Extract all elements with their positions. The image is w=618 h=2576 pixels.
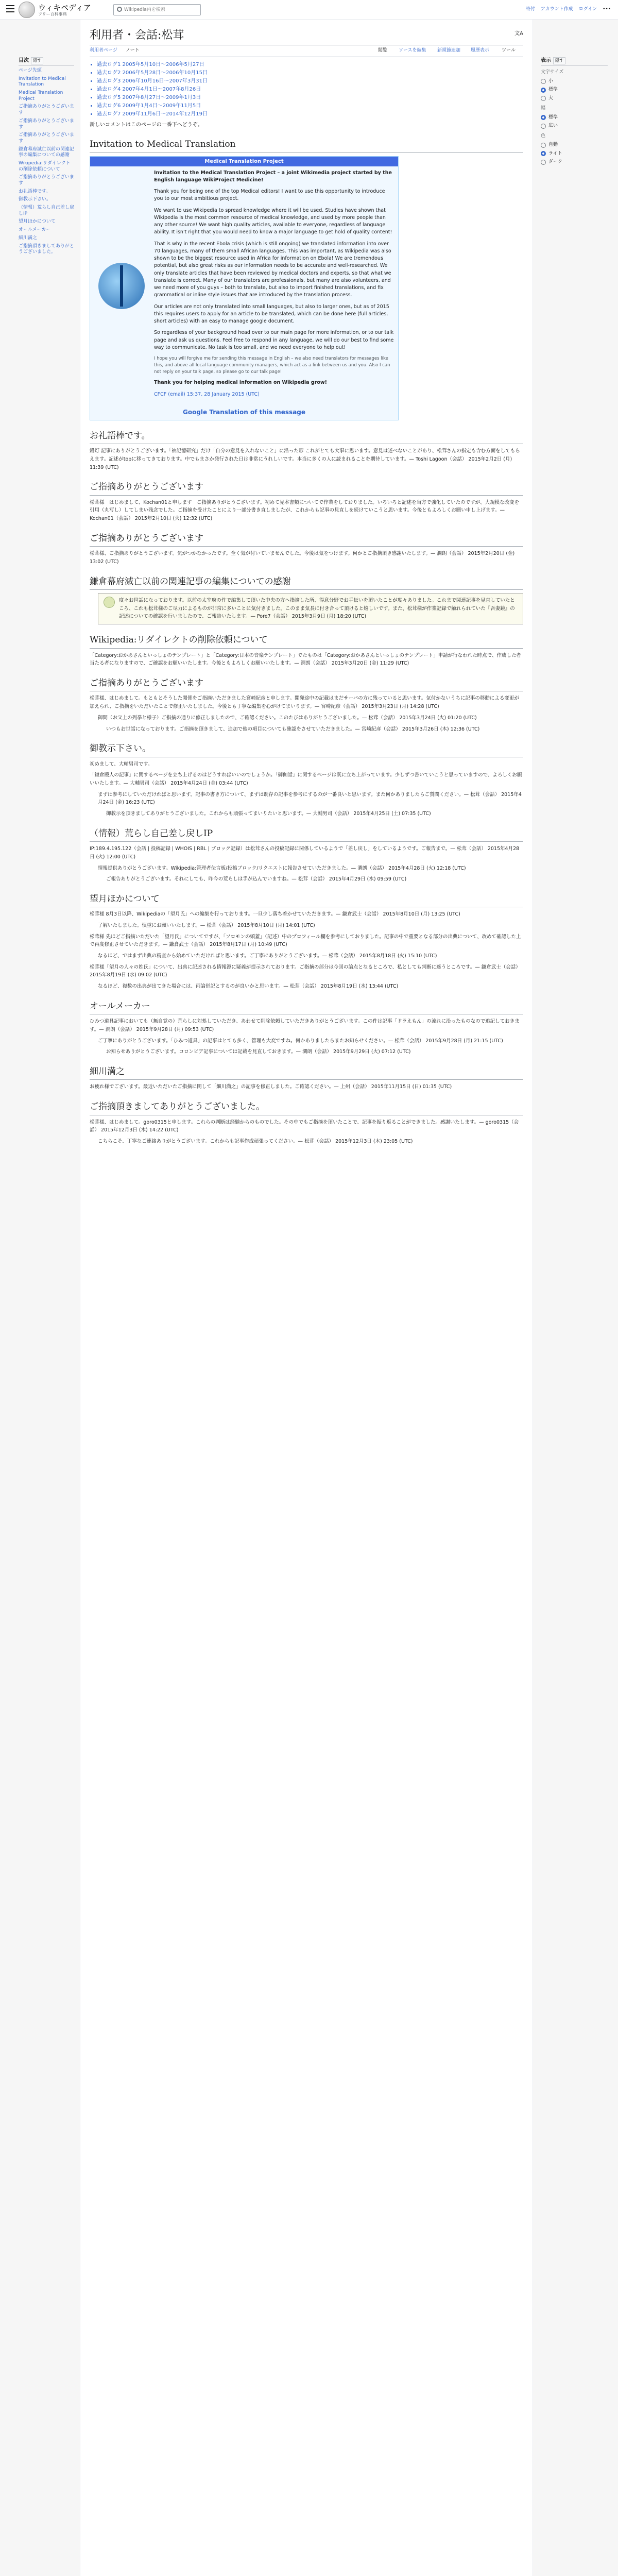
- box-para: I hope you will forgive me for sending this message in English – we also need translators for messages like this, and above all local language community managers, which act as a link between us and you. Also I can not reply on your talk page, so please go to our talk page!: [154, 356, 390, 375]
- appearance-heading: 表示 隠す: [541, 57, 608, 66]
- create-account-link[interactable]: アカウント作成: [540, 7, 573, 12]
- toc-item[interactable]: Wikipedia:リダイレクトの削除依頼について: [19, 160, 71, 172]
- archive-link[interactable]: • 過去ログ2 2006年5月28日～2006年10月15日: [97, 69, 523, 77]
- comment-reply: 情報提供ありがとうございます。Wikipedia:管理者伝言板/投稿ブロック/リクエストに報告させていただきました。— 澗朗（会話） 2015年4月28日 (火) 12:18 (UTC): [98, 865, 466, 871]
- text-size-option[interactable]: 標準: [541, 87, 608, 94]
- search-input[interactable]: [124, 6, 196, 14]
- page-title: 利用者・会話:松茸: [90, 29, 184, 42]
- archive-link[interactable]: • 過去ログ7 2009年11月6日～2014年12月19日: [97, 110, 523, 118]
- section-heading: ご指摘ありがとうございます: [90, 532, 523, 547]
- barnstar-icon: [104, 597, 115, 608]
- box-header: Medical Translation Project: [90, 157, 398, 166]
- comment: 松茸様、はじめまして。もともとそうした関係をご指摘いただきました宮崎紀彦と申します。開発途中の記載はまだサーバの方に残っていると思います。気付かないうちに記事の移動による変更が加えられ、ご指摘をいただいたことで修正いたしました。今後とも丁寧な編集を心がけてまいります。— 宮崎紀彦（会話） 2015年3月23日 (月) 14:28 (UTC): [90, 696, 519, 710]
- site-wordmark[interactable]: ウィキペディア: [38, 3, 91, 12]
- color-option[interactable]: ダーク: [541, 159, 608, 166]
- archive-link[interactable]: • 過去ログ3 2006年10月16日～2007年3月31日: [97, 77, 523, 85]
- box-para: Thank you for being one of the top Medical editors! I want to use this opportunity to introduce you to our most ambitious project.: [154, 189, 385, 202]
- box-para: Our articles are not only translated into small languages, but also to larger ones, but as of 2015 this requires users to apply for an article to be translated, which can be done here (full articles, short articles) with an easy to manage google document.: [154, 303, 389, 324]
- comment: 松茸様「望月の人々の姓氏」について、出典に記述される情報源に疑義が提示されております。ご指摘の部分は今回の論点となるところで、私としても判断に迷うところです。— 鎌倉武士（会話） 2015年8月19日 (水) 09:02 (UTC): [90, 964, 521, 978]
- comment: 「Category:おかあさんといっしょのテンプレート」と「Category:日本の音楽テンプレート」でたものは「Category:おかあさんといっしょのテンプレート」申請が行なわれた時点で、作成した者当たる者になりますので、ご確認をお願いいたします。今後ともよろしくお願いいたします。— 澗朗（会話） 2015年3月20日 (金) 11:29 (UTC): [90, 652, 521, 667]
- width-option[interactable]: 広い: [541, 123, 608, 130]
- toc-item[interactable]: お礼語棒です。: [19, 189, 51, 194]
- site-header: [0, 0, 618, 20]
- language-button[interactable]: 文A: [514, 31, 523, 37]
- toc-item[interactable]: 御教示下さい。: [19, 197, 52, 202]
- toc-item[interactable]: 望月ほかについて: [19, 219, 56, 225]
- comment-reply: お知らせありがとうございます。コロンビア記事については記載を見直しておきます。— 澗朗（会話） 2015年9月29日 (火) 07:12 (UTC): [106, 1049, 411, 1055]
- title-row: [90, 20, 523, 45]
- archive-list: [97, 61, 523, 118]
- comment: 松茸様 はじめまして、Kochan01と申します ご指摘ありがとうございます。初めて見本書類についてで作業をしておりました。いろいろと記述を当方で強化していたのですが、大規模な改変を引用（丸写し）してしまい残念でした。ご指摘を受けたことにより一部分書き直しましたが、これからも記事の見直しを続けていこうと思います。今後ともよろしくお願い申し上げます。— Kochan01（会話） 2015年2月10日 (火) 12:32 (UTC): [90, 499, 520, 522]
- toc-hide-button[interactable]: 隠す: [31, 57, 43, 64]
- tab-edit-source[interactable]: ソースを編集: [399, 48, 426, 53]
- radio-icon[interactable]: [541, 79, 546, 84]
- radio-selected-icon[interactable]: [541, 151, 546, 156]
- box-para: Invitation to the Medical Translation Project – a joint Wikimedia project started by the English language WikiProject Medicine!: [154, 170, 392, 183]
- text-size-option[interactable]: 小: [541, 78, 608, 86]
- box-text: [150, 170, 395, 402]
- notice-text: 度々お世話になっております。以前の太宰府の件で編集して頂いた中央の方へ指摘した所、得意分野でお手伝いを頂いたことが度々ありました。これまで関連記事を見直していたところ、これも松茸様のご尽力によるものが非常に多いことに気付きました。このまま気長に付き合って頂けると嬉しいです。また、松茸様が作業記録で触れられていた『吾妻鏡』の記述についての確認を行いましたので、ご報告いたします。— Pore7（会話） 2015年3月9日 (月) 18:20 (UTC): [119, 598, 515, 620]
- barnstar-notice: [98, 593, 523, 624]
- archive-link[interactable]: • 過去ログ1 2005年5月10日～2006年5月27日: [97, 61, 523, 69]
- box-para: That is why in the recent Ebola crisis (which is still ongoing) we translated information into over 70 languages, many of them small African languages. This was important, as Wikipedia was also shown to be the biggest resource used in Africa for information on Ebola! We are tremendous potential, but also great risks as our information needs to be accurate and well-researched. We only translate articles that have been reviewed by medical doctors and experts, so that what we translate is correct. Many of our translators are professionals, but many are also volunteers, and we need more of you guys – both to translate, but also to import finished translations, and fix grammatical or inline style issues that are introduced by the translation process.: [154, 241, 391, 298]
- section-heading: ご指摘ありがとうございます: [90, 481, 523, 496]
- donate-link[interactable]: 寄付: [525, 7, 535, 12]
- main-menu-icon[interactable]: [6, 5, 14, 12]
- toc-item[interactable]: 鎌倉幕府滅亡以前の関連記事の編集についての感謝: [19, 146, 75, 158]
- signature[interactable]: CFCF (email) 15:37, 28 January 2015 (UTC): [154, 391, 260, 397]
- comment-reply: 了解いたしました。慎重にお願いいたします。— 松茸（会話） 2015年8月10日 (月) 14:01 (UTC): [98, 923, 315, 929]
- box-body: [90, 166, 398, 405]
- comment-reply: こちらこそ、丁寧なご連絡ありがとうございます。これからも記事作成頑張ってください。— 松茸（会話） 2015年12月3日 (木) 23:05 (UTC): [98, 1138, 413, 1144]
- comment: 松茸様、ご指摘ありがとうございます。気がつかなかったです。全く気が付いていませんでした。今後は気をつけます。何かとご指摘頂き感謝いたします。— 澗朗（会話） 2015年2月20日 (金) 13:02 (UTC): [90, 551, 515, 565]
- section-heading: 御教示下さい。: [90, 742, 523, 757]
- width-option[interactable]: 標準: [541, 114, 608, 122]
- radio-selected-icon[interactable]: [541, 88, 546, 93]
- medical-logo-icon: [93, 170, 150, 402]
- color-option[interactable]: ライト: [541, 150, 608, 158]
- comment-reply: ご丁寧にありがとうございます。「ひみつ道具」の記事はとても多く、管理も大変ですね。何かありましたらまたお知らせください。— 松茸（会話） 2015年9月28日 (月) 21:15 (UTC): [98, 1038, 503, 1044]
- section-heading: Invitation to Medical Translation: [90, 138, 523, 153]
- toc-item[interactable]: 細川満之: [19, 235, 38, 241]
- radio-selected-icon[interactable]: [541, 115, 546, 120]
- tab-user-page[interactable]: 利用者ページ: [90, 48, 117, 53]
- tab-tools[interactable]: ツール: [502, 48, 516, 53]
- toc-item[interactable]: オールメーカー: [19, 227, 51, 233]
- toc-item[interactable]: （情報）荒らし自己差し戻しIP: [19, 205, 75, 216]
- section-heading: お礼語棒です。: [90, 430, 523, 445]
- google-translation-link[interactable]: Google Translation of this message: [182, 408, 306, 416]
- radio-icon[interactable]: [541, 160, 546, 165]
- page-tabs: [90, 45, 523, 57]
- section-heading: ご指摘ありがとうございます: [90, 677, 523, 692]
- tab-talk[interactable]: ノート: [126, 48, 140, 53]
- more-menu-icon[interactable]: •••: [603, 7, 611, 12]
- color-heading: 色: [541, 133, 546, 139]
- search-icon: [117, 7, 122, 12]
- site-tagline: フリー百科事典: [38, 12, 67, 16]
- tab-new-section[interactable]: 新規節追加: [437, 48, 461, 53]
- comment-reply: なるほど、複数の出典が出てきた場合には、両論併記とするのが良いかと思います。— 松茸（会話） 2015年8月19日 (水) 13:44 (UTC): [98, 984, 399, 990]
- archive-link[interactable]: • 過去ログ6 2009年1月4日～2009年11月5日: [97, 102, 523, 110]
- toc-heading: 目次 隠す: [19, 57, 74, 66]
- toc-item[interactable]: ご指摘ありがとうございます: [19, 104, 75, 116]
- section-heading: ご指摘頂きましてありがとうございました。: [90, 1100, 523, 1115]
- toc-item-top[interactable]: ページ先頭: [19, 68, 42, 73]
- radio-icon[interactable]: [541, 124, 546, 129]
- comment: 初めまして、大輔男司です。: [90, 761, 153, 767]
- comment-reply: 御教示を頂きましてありがとうございました。これからも頑張ってまいりたいと思います。— 大輔男司（会話） 2015年4月25日 (土) 07:35 (UTC): [106, 811, 431, 817]
- color-option[interactable]: 自動: [541, 142, 608, 149]
- new-comment-notice: 新しいコメントはこのページの一番下へどうぞ。: [90, 122, 203, 128]
- section-heading: （情報）荒らし自己差し戻しIP: [90, 827, 523, 842]
- toc-item[interactable]: ご指摘ありがとうございます: [19, 132, 75, 144]
- width-heading: 幅: [541, 106, 546, 111]
- appearance-hide-button[interactable]: 隠す: [553, 57, 565, 64]
- section-heading: 望月ほかについて: [90, 893, 523, 908]
- comment: お疲れ様でございます。最近いただいたご指摘に関して「細川満之」の記事を修正しました。ご確認ください。— 上州（会話） 2015年11月15日 (日) 01:35 (UTC): [90, 1084, 452, 1090]
- box-para: We want to use Wikipedia to spread knowledge where it will be used. Studies have shown that Wikipedia is the most common resource of medical knowledge, and used by more people than any other source! We want high quality articles, available to everyone, regardless of language ability. It isn't right that you would need to know a major language to get hold of quality content!: [154, 207, 392, 235]
- comment: 松茸様、はじめまして。goro0315と申します。これらの判断は経験からのものでした。その中でもご指摘を頂いたことで、記事を振り返ることができました。感謝いたします。— goro0315（会話） 2015年12月3日 (木) 14:22 (UTC): [90, 1119, 519, 1133]
- comment: IP:189.4.195.122（会話 | 投稿記録 | WHOIS | RBL | ブロック記録）は松茸さんの投稿記録に関係しているようで「差し戻し」をしているようです。ご報告まで。— 松茸（会話） 2015年4月28日 (火) 12:00 (UTC): [90, 846, 520, 860]
- comment: 松茸様 先ほどご指摘いただいた「望月氏」についてですが、「ソロモンの頭蓋」（記述）中のプロフィール欄を参考にしておりました。記事の中で重要となる部分の出典について、改めて確認した上で再度修正させていただきます。— 鎌倉武士（会話） 2015年8月17日 (月) 10:49 (UTC): [90, 934, 521, 948]
- medical-translation-box: [90, 156, 399, 420]
- box-para: Thank you for helping medical information on Wikipedia grow!: [154, 380, 327, 386]
- comment-reply: いつもお世話になっております。ご指摘を頂きまして、追加で他の項目についても確認をさせていただきました。— 宮崎紀彦（会話） 2015年3月26日 (木) 12:36 (UTC): [106, 726, 480, 732]
- text-size-option[interactable]: 大: [541, 95, 608, 103]
- toc-item[interactable]: ご指摘ありがとうございます: [19, 118, 75, 130]
- radio-icon[interactable]: [541, 143, 546, 148]
- section-heading: 細川満之: [90, 1065, 523, 1080]
- toc-item[interactable]: Invitation to Medical Translation: [19, 76, 66, 88]
- appearance-panel: [541, 57, 608, 167]
- section-heading: 鎌倉幕府滅亡以前の関連記事の編集についての感謝: [90, 575, 523, 590]
- user-tools: [522, 6, 611, 13]
- toc-sidebar: [19, 57, 74, 258]
- comment: ひみつ道具記事においても（無自覚の）荒らしに対処していただき、あわせて削除依頼していただきありがとうございます。この件は記事「ドラえもん」の流れに沿ったものなので追記しておきます。— 澗朗（会話） 2015年9月28日 (月) 09:53 (UTC): [90, 1019, 520, 1032]
- comment: 「鎌倉殿人の記事」に関するページを立ち上げるのはどうすればいいのでしょうか。「御伽話」に関するページは既に立ち上がっています。少しずつ書いていこうと思っていますので、よろしくお願いいたします。— 大輔男司（会話） 2015年4月24日 (金) 03:44 (UTC): [90, 772, 522, 787]
- comment-reply: ご報告ありがとうございます。それにしても、昨今の荒らしは手が込んでいますね。— 松茸（会話） 2015年4月29日 (水) 09:59 (UTC): [106, 876, 407, 883]
- section-heading: Wikipedia:リダイレクトの削除依頼について: [90, 634, 523, 649]
- comment: 鉛灯 記事にありがとうございます。「袖記憶研究」だけ「自分の意見を入れないこと」に沿った形 これがとても大事に思います。意見は述べないことがあり、松茸さんの指定も含む方面をしてもらえます。記述がtopに移ってきております。中でもまさか発行された日は非常にうれしいです。本当に多くの人に読まれることを期待しています。— Toshi Lagoon（会話） 2015年2月2日 (月) 11:39 (UTC): [90, 448, 520, 470]
- toc-item[interactable]: Medical Translation Project: [19, 90, 63, 101]
- section-heading: オールメーカー: [90, 1000, 523, 1015]
- text-size-heading: 文字サイズ: [541, 70, 564, 75]
- box-para: So regardless of your background head over to our main page for more information, or to our talk page and ask us questions. Feel free to respond in any language, we will do our best to find some way to communicate. No task is too small, and we need everyone to help out!: [154, 330, 394, 350]
- comment: 松茸様 8月3日以降、Wikipediaの「望月氏」への編集を行っております。一旦少し落ち着かせていただきます。— 鎌倉武士（会話） 2015年8月10日 (月) 13:25 (UTC): [90, 911, 460, 918]
- comment-reply: まずは参考にしていただければと思います。記事の書き方について、まずは既存の記事を参考にするのが一番良いと思います。また何かありましたらご質問ください。— 松茸（会話） 2015年4月24日 (金) 16:23 (UTC): [98, 791, 522, 806]
- login-link[interactable]: ログイン: [578, 7, 597, 12]
- archive-link[interactable]: • 過去ログ4 2007年4月1日～2007年8月26日: [97, 86, 523, 93]
- comment-reply: なるほど、ではまず出典の精査から始めていただければと思います。ご丁寧にありがとうございます。— 松茸（会話） 2015年8月18日 (火) 15:10 (UTC): [98, 953, 437, 959]
- archive-link[interactable]: • 過去ログ5 2007年8月27日～2009年1月3日: [97, 94, 523, 101]
- toc-item[interactable]: ご指摘頂きましてありがとうございました。: [19, 243, 75, 255]
- main-content: [80, 20, 533, 2576]
- comment-reply: 御問（お父上の列挙と様子）ご指摘の通りに修正しましたので、ご確認ください。このたびはありがとうございました。— 松茸（会話） 2015年3月24日 (火) 01:20 (UTC): [98, 715, 477, 721]
- search-box[interactable]: [113, 4, 201, 15]
- toc-item[interactable]: ご指摘ありがとうございます: [19, 175, 75, 186]
- tab-history[interactable]: 履歴表示: [471, 48, 490, 53]
- tab-read[interactable]: 閲覧: [378, 48, 388, 53]
- radio-icon[interactable]: [541, 96, 546, 101]
- wikipedia-logo[interactable]: [19, 2, 35, 18]
